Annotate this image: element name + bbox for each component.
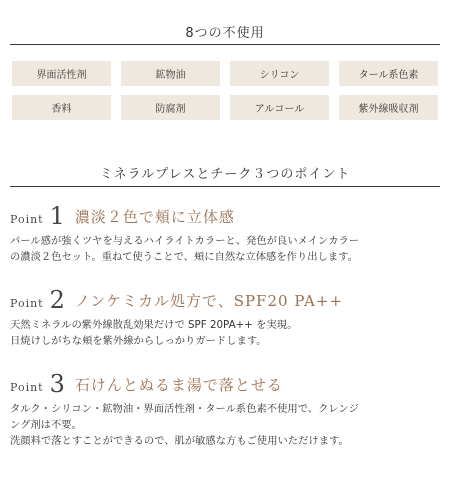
point-description-line: 日焼けしがちな頬を紫外線からしっかりガードします。 [10, 335, 267, 347]
point-title: 石けんとぬるま湯で落とせる [74, 376, 283, 394]
tag-item: シリコン [230, 61, 329, 86]
point-heading [10, 369, 442, 397]
point-description [10, 317, 442, 349]
point-number: 3 [49, 370, 65, 398]
point-number: 2 [49, 286, 65, 314]
point-description-line: ング剤は不要。 [10, 419, 82, 431]
point-title: 濃淡２色で頬に立体感 [74, 208, 235, 226]
tag-item: 紫外線吸収剤 [339, 95, 438, 120]
point-number: 1 [49, 202, 65, 230]
point-label: Point [10, 381, 44, 394]
point-description [10, 233, 442, 265]
tag-item: アルコール [230, 95, 329, 120]
point-block-1 [10, 201, 442, 265]
point-block-3 [10, 369, 442, 449]
section-divider [10, 44, 440, 45]
point-heading [10, 201, 442, 229]
no-additive-tag-grid [12, 61, 438, 120]
tag-item: 香料 [12, 95, 111, 120]
point-heading [10, 285, 442, 313]
tag-item: 防腐剤 [121, 95, 220, 120]
tag-item: 鉱物油 [121, 61, 220, 86]
tag-item: タール系色素 [339, 61, 438, 86]
point-block-2 [10, 285, 442, 349]
point-label: Point [10, 213, 44, 226]
point-description-line: パール感が強くツヤを与えるハイライトカラーと、発色が良いメインカラー [10, 235, 360, 247]
point-description [10, 401, 442, 449]
point-description-line: タルク・シリコン・鉱物油・界面活性剤・タール系色素不使用で、クレンジ [10, 403, 359, 415]
point-description-line: の濃淡２色セット。重ねて使うことで、頬に自然な立体感を作り出します。 [10, 251, 358, 263]
section-divider [10, 186, 440, 187]
tag-item: 界面活性剤 [12, 61, 111, 86]
section-title-no-additives: 8つの不使用 [185, 26, 265, 41]
point-label: Point [10, 297, 44, 310]
point-description-line: 天然ミネラルの紫外線散乱効果だけで SPF 20PA++ を実現。 [10, 319, 298, 331]
point-description-line: 洗顔料で落とすことができるので、肌が敏感な方もご使用いただけます。 [10, 435, 349, 447]
point-title: ノンケミカル処方で、SPF20 PA++ [74, 292, 344, 310]
section-title-three-points: ミネラルプレスとチーク３つのポイント [99, 167, 351, 182]
